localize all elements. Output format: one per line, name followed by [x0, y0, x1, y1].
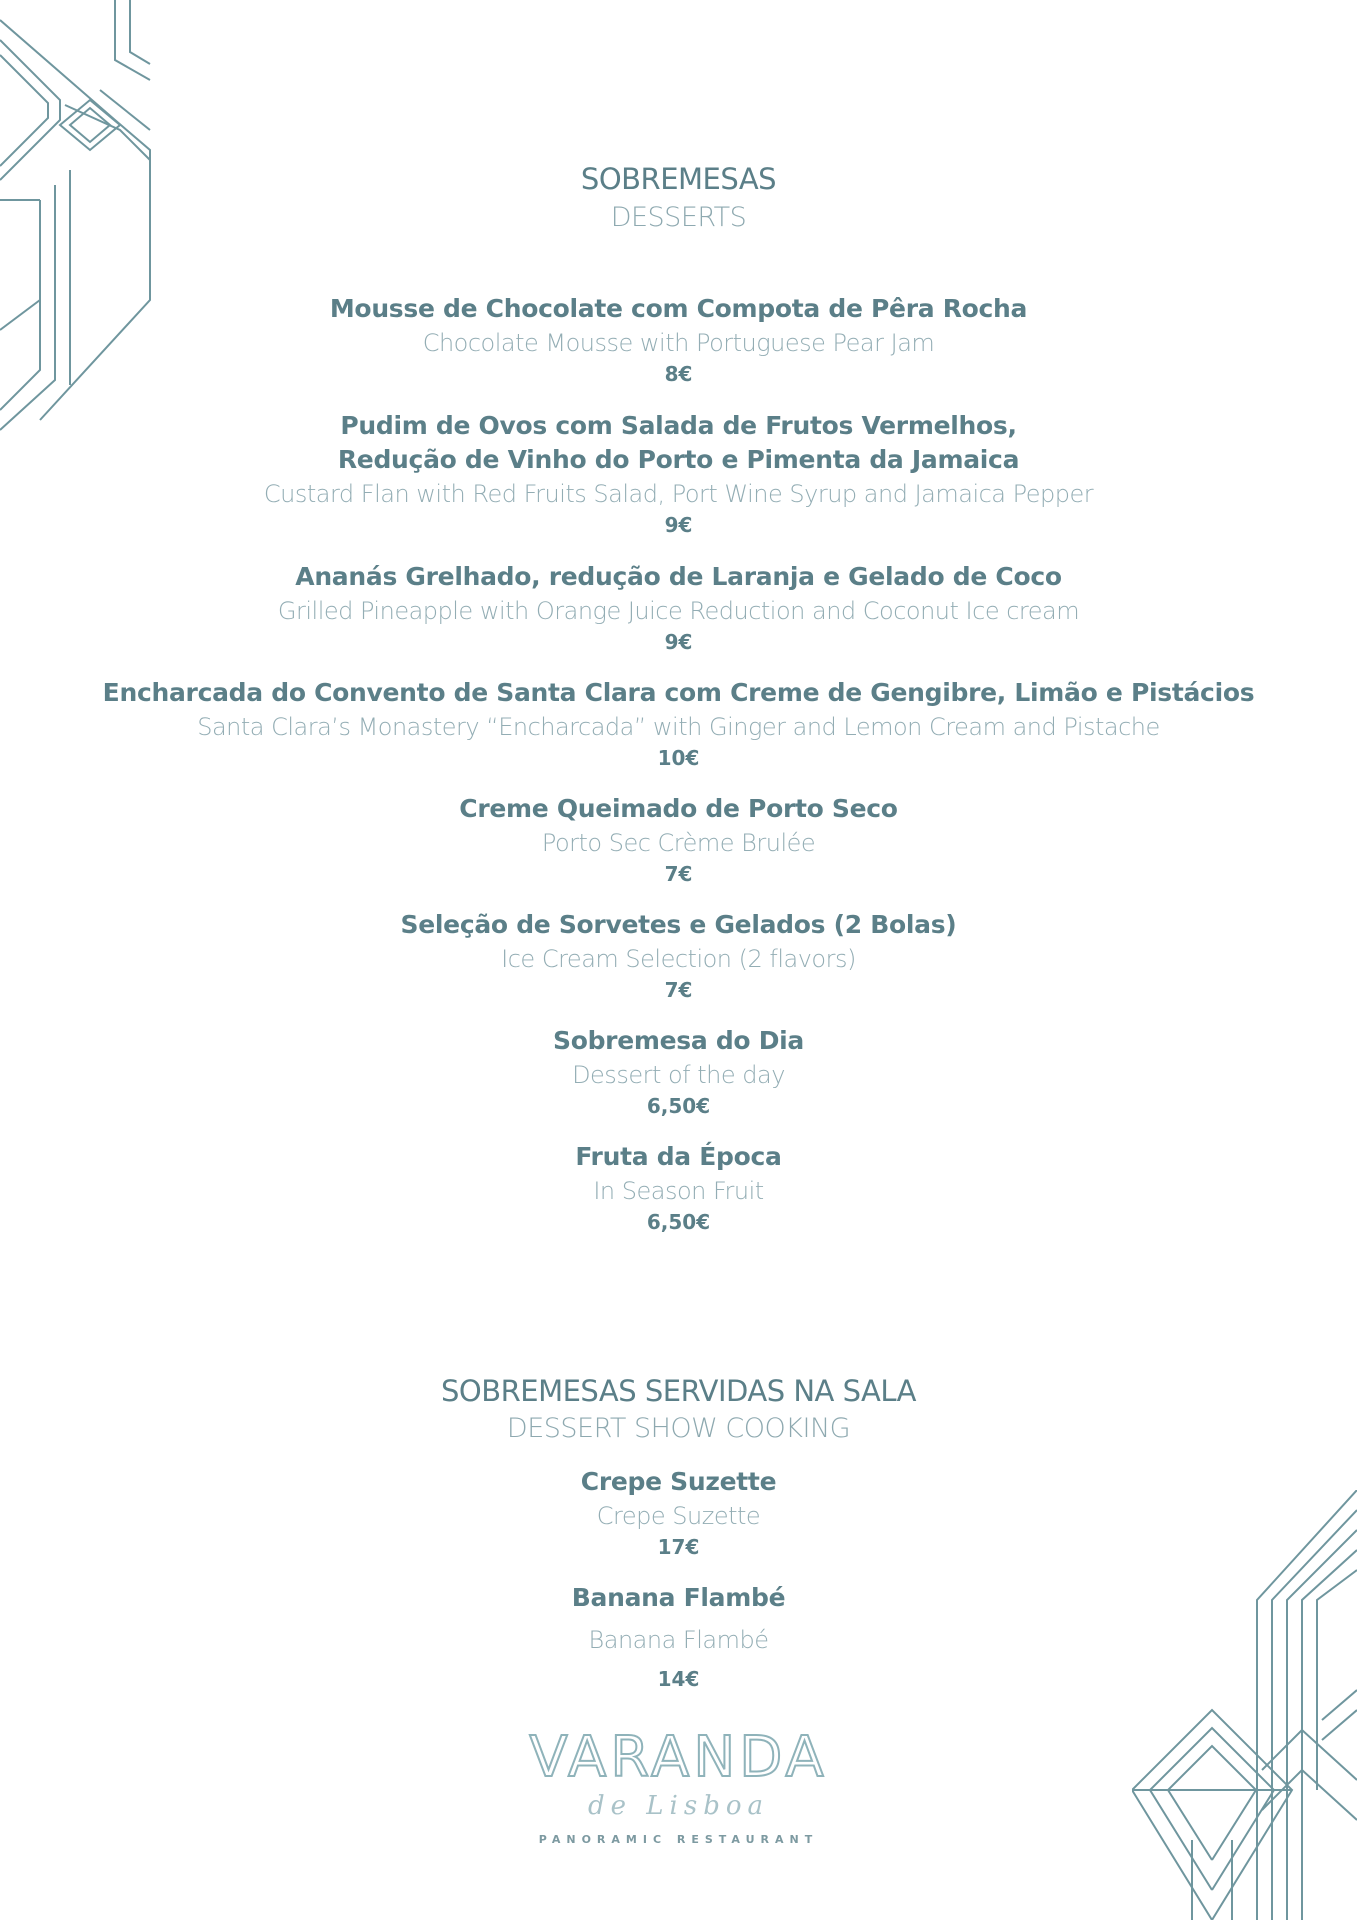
section-subtitle: DESSERTS [610, 202, 747, 233]
item-name-en: Dessert of the day [572, 1061, 785, 1089]
restaurant-logo [0, 1725, 1357, 1850]
section-title: SOBREMESAS [580, 162, 777, 196]
item-name-en: Ice Cream Selection (2 flavors) [501, 945, 856, 973]
item-name-en: Santa Clara’s Monastery “Encharcada” with Ginger and Lemon Cream and Pistache [197, 713, 1160, 741]
item-name-pt: Creme Queimado de Porto Seco [459, 794, 898, 823]
item-name-pt: Sobremesa do Dia [553, 1026, 804, 1055]
logo-wordmark: VARANDA [529, 1725, 828, 1790]
menu-item [0, 560, 1357, 656]
item-name-pt: Ananás Grelhado, redução de Laranja e Gelado de Coco [295, 562, 1062, 591]
menu-item [0, 1465, 1357, 1561]
item-name-pt: Seleção de Sorvetes e Gelados (2 Bolas) [400, 910, 957, 939]
item-price: 8€ [664, 362, 693, 386]
item-name-pt: Pudim de Ovos com Salada de Frutos Vermelhos, [340, 411, 1017, 440]
menu-item [0, 1024, 1357, 1120]
item-price: 6,50€ [646, 1210, 711, 1234]
menu-item [0, 292, 1357, 388]
item-price: 7€ [664, 978, 693, 1002]
item-price: 17€ [657, 1535, 700, 1559]
item-price: 9€ [664, 513, 693, 537]
item-price: 7€ [664, 862, 693, 886]
item-name-en: In Season Fruit [593, 1177, 764, 1205]
item-name-en: Porto Sec Crème Brulée [541, 829, 816, 857]
item-price: 14€ [657, 1667, 700, 1691]
logo-tagline: PANORAMIC RESTAURANT [538, 1833, 819, 1846]
item-name-pt: Encharcada do Convento de Santa Clara com Creme de Gengibre, Limão e Pistácios [102, 678, 1255, 707]
item-name-en: Chocolate Mousse with Portuguese Pear Jam [422, 329, 935, 357]
item-name-pt: Banana Flambé [571, 1583, 786, 1612]
item-name-en: Crepe Suzette [596, 1502, 761, 1530]
menu-item [0, 409, 1357, 539]
menu-item [0, 1140, 1357, 1236]
menu-item [0, 1581, 1357, 1693]
item-price: 10€ [657, 746, 700, 770]
item-name-pt: Crepe Suzette [580, 1467, 777, 1496]
item-price: 9€ [664, 630, 693, 654]
item-name-en: Custard Flan with Red Fruits Salad, Port Wine Syrup and Jamaica Pepper [263, 480, 1094, 508]
section-title: SOBREMESAS SERVIDAS NA SALA [440, 1374, 917, 1408]
menu-item [0, 676, 1357, 772]
logo-script: de Lisboa [587, 1791, 770, 1821]
item-name-pt: Mousse de Chocolate com Compota de Pêra Rocha [329, 294, 1028, 323]
item-name-en: Banana Flambé [588, 1626, 769, 1654]
item-name-pt: Fruta da Época [575, 1142, 782, 1171]
item-name-en: Grilled Pineapple with Orange Juice Reduction and Coconut Ice cream [277, 597, 1080, 625]
item-price: 6,50€ [646, 1094, 711, 1118]
section-subtitle: DESSERT SHOW COOKING [506, 1413, 851, 1444]
item-name-pt-line2: Redução de Vinho do Porto e Pimenta da Jamaica [337, 445, 1020, 474]
menu-item [0, 792, 1357, 888]
menu-item [0, 908, 1357, 1004]
